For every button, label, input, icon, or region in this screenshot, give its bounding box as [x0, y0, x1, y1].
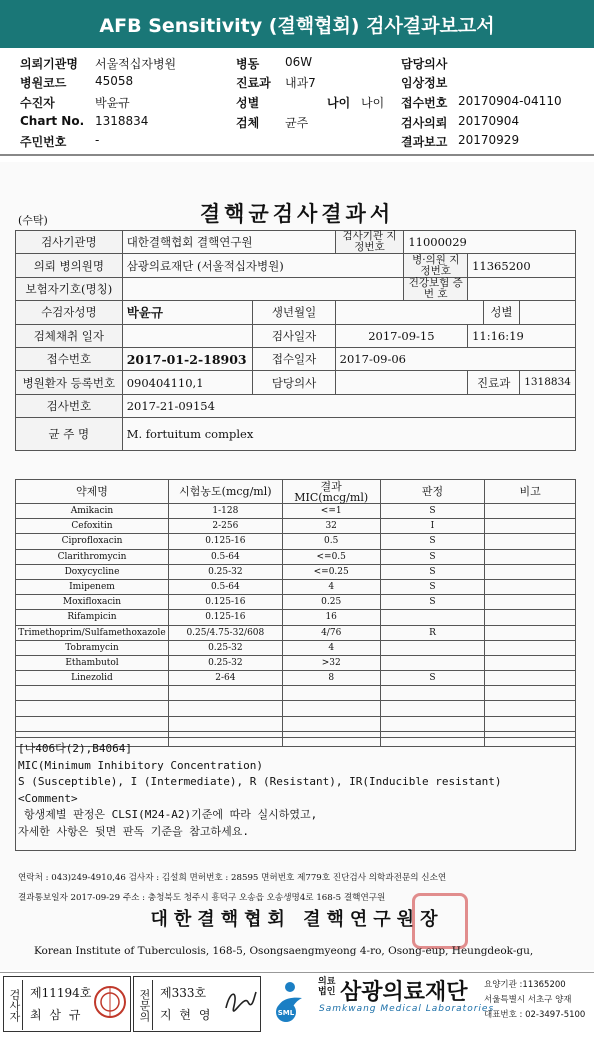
remark-line: S (Susceptible), I (Intermediate), R (Resistant), IR(Inducible resistant): [18, 775, 502, 789]
drug-remark-cell: [485, 701, 576, 716]
drug-range-cell: 2-256: [168, 519, 282, 534]
examiner-name: 최 삼 규: [30, 1008, 83, 1022]
drug-remark-cell: [485, 640, 576, 655]
drug-range-cell: [168, 716, 282, 731]
drug-name-cell: Trimethoprim/Sulfamethoxazole: [16, 625, 169, 640]
drug-mic-cell: 0.25: [282, 595, 380, 610]
drug-interp-cell: S: [380, 671, 485, 686]
table-row: [16, 595, 576, 610]
receipt-no: 2017-01-2-18903: [122, 347, 253, 370]
table-row: [16, 701, 576, 716]
doctor-value: [335, 371, 467, 394]
logo-text: SML: [277, 1009, 295, 1017]
drug-interp-cell: [380, 701, 485, 716]
drug-interp-cell: [380, 655, 485, 670]
drug-interp-cell: S: [380, 534, 485, 549]
drug-interp-cell: S: [380, 579, 485, 594]
receipt-label: 접수번호: [16, 347, 123, 370]
reg-no: 090404110,1: [122, 371, 253, 394]
drug-range-cell: 0.125-16: [168, 610, 282, 625]
drug-name-cell: Imipenem: [16, 579, 169, 594]
drug-remark-cell: [485, 564, 576, 579]
field-label: 임상정보: [401, 76, 448, 90]
table-row: [16, 564, 576, 579]
specialist-name: 지 현 영: [160, 1008, 213, 1022]
drug-interp-cell: [380, 686, 485, 701]
drug-mic-cell: 8: [282, 671, 380, 686]
hospital-name: 서울적십자병원: [95, 57, 177, 71]
drug-interp-cell: I: [380, 519, 485, 534]
drug-remark-cell: [485, 504, 576, 519]
drug-name-cell: [16, 701, 169, 716]
drug-name-cell: Tobramycin: [16, 640, 169, 655]
drug-name-cell: [16, 686, 169, 701]
org-subtitle: Samkwang Medical Laboratories: [319, 1004, 495, 1014]
remark-line: 항생제별 판정은 CLSI(M24-A2)기준에 따라 실시하였고,: [24, 808, 318, 822]
request-date: 20170904: [458, 114, 520, 128]
drug-interp-cell: [380, 610, 485, 625]
receipt-number: 20170904-04110: [458, 94, 562, 108]
field-label: 주민번호: [20, 135, 67, 149]
drug-range-cell: 0.125-16: [168, 534, 282, 549]
drug-remark-cell: [485, 549, 576, 564]
lab-no-label: 검사기관 지정번호: [335, 231, 404, 254]
report-date: 20170929: [458, 133, 520, 147]
drug-mic-cell: [282, 716, 380, 731]
field-label: Chart No.: [20, 114, 85, 128]
table-row: [16, 640, 576, 655]
test-time: 11:16:19: [468, 324, 576, 347]
doctor-label: 담당의사: [253, 371, 335, 394]
table-row: [16, 716, 576, 731]
drug-remark-cell: [485, 671, 576, 686]
drug-range-cell: 0.25-32: [168, 564, 282, 579]
drug-range-cell: 0.25-32: [168, 655, 282, 670]
drug-mic-cell: <=0.5: [282, 549, 380, 564]
age-value: 나이: [361, 96, 385, 110]
drug-interp-cell: [380, 716, 485, 731]
field-label: 수진자: [20, 96, 55, 110]
test-no-label: 검사번호: [16, 394, 123, 417]
drug-remark-cell: [485, 716, 576, 731]
drug-range-cell: 0.5-64: [168, 549, 282, 564]
health-label: 건강보험 증 번 호: [404, 277, 468, 300]
org-info-line: 요양기관 :11365200: [484, 980, 566, 990]
age-label: 나이: [327, 96, 351, 110]
birth-value: [335, 301, 483, 324]
field-label: 성별: [236, 96, 260, 110]
field-label: 병동: [236, 57, 260, 71]
remarks-box: [15, 737, 576, 851]
org-info: [484, 978, 585, 1023]
test-date-label: 검사일자: [253, 324, 335, 347]
report-title: AFB Sensitivity (결핵협회) 검사결과보고서: [0, 0, 594, 48]
org-info-line: 대표번호 : 02-3497-5100: [484, 1010, 586, 1020]
drug-name-cell: Rifampicin: [16, 610, 169, 625]
drug-name-cell: [16, 716, 169, 731]
patient-name: 박윤규: [122, 301, 253, 324]
institute-address: Korean Institute of Tuberculosis, 168-5, Osongsaengmyeong 4-ro, Osong-eup, Heungdeok-gu,: [34, 945, 534, 957]
field-label: 의뢰기관명: [20, 57, 78, 71]
table-row: [16, 504, 576, 519]
drug-name-cell: Moxifloxacin: [16, 595, 169, 610]
drug-mic-cell: >32: [282, 655, 380, 670]
drug-susceptibility-table: [15, 479, 576, 747]
org-prefix: [318, 977, 338, 997]
organism-name: M. fortuitum complex: [122, 418, 575, 451]
req-inst: 삼광의료재단 (서울적십자병원): [122, 254, 404, 277]
table-row: [16, 655, 576, 670]
sex-value: [520, 301, 576, 324]
drug-remark-cell: [485, 625, 576, 640]
req-no-label: 병·의원 지정번호: [404, 254, 468, 277]
drug-remark-cell: [485, 595, 576, 610]
table-row: [16, 534, 576, 549]
req-no: 11365200: [468, 254, 576, 277]
examiner-stamp-icon: [92, 982, 128, 1022]
collect-label: 검체채취 일자: [16, 324, 123, 347]
drug-mic-cell: 4: [282, 640, 380, 655]
drug-mic-cell: <=1: [282, 504, 380, 519]
table-row: [16, 579, 576, 594]
field-label: 진료과: [236, 76, 271, 90]
drug-name-cell: Clarithromycin: [16, 549, 169, 564]
remark-line: [나406다(2),B4064]: [18, 742, 132, 755]
field-label: 접수번호: [401, 96, 448, 110]
table-row: [16, 671, 576, 686]
drug-mic-cell: 0.5: [282, 534, 380, 549]
drug-remark-cell: [485, 534, 576, 549]
remark-line: MIC(Minimum Inhibitory Concentration): [18, 758, 264, 772]
column-header: 결과 MIC(mcg/ml): [282, 480, 380, 504]
drug-mic-cell: 32: [282, 519, 380, 534]
column-header: 비고: [485, 480, 576, 504]
collect-value: [122, 324, 253, 347]
report-date-line: 결과통보일자 2017-09-29 주소 : 충청북도 청주시 흥덕구 오송읍 오송생명4로 168-5 결핵연구원: [18, 893, 386, 903]
table-row: [16, 625, 576, 640]
column-header: 판정: [380, 480, 485, 504]
drug-name-cell: Amikacin: [16, 504, 169, 519]
drug-name-cell: Linezolid: [16, 671, 169, 686]
drug-range-cell: 2-64: [168, 671, 282, 686]
receipt-date: 2017-09-06: [335, 347, 575, 370]
insurance-value: [122, 277, 404, 300]
drug-remark-cell: [485, 655, 576, 670]
drug-interp-cell: S: [380, 504, 485, 519]
report-header: [0, 52, 594, 152]
drug-interp-cell: S: [380, 564, 485, 579]
drug-interp-cell: S: [380, 595, 485, 610]
specialist-label: 전문의: [133, 980, 153, 1030]
drug-mic-cell: <=0.25: [282, 564, 380, 579]
health-value: [468, 277, 576, 300]
drug-mic-cell: [282, 701, 380, 716]
drug-range-cell: 0.5-64: [168, 579, 282, 594]
drug-name-cell: Ethambutol: [16, 655, 169, 670]
drug-range-cell: 0.125-16: [168, 595, 282, 610]
drug-remark-cell: [485, 579, 576, 594]
drug-mic-cell: [282, 686, 380, 701]
drug-mic-cell: 4: [282, 579, 380, 594]
specimen: 균주: [285, 116, 309, 130]
chart-number: 1318834: [95, 114, 149, 128]
dept-label: 진료과: [468, 371, 520, 394]
org-info-line: 서울특별시 서초구 양재: [484, 995, 572, 1005]
document-title: 결핵균검사결과서: [199, 201, 395, 226]
field-label: 검사의뢰: [401, 116, 448, 130]
drug-remark-cell: [485, 519, 576, 534]
patient-name: 박윤규: [95, 96, 130, 110]
dept-value: 1318834: [520, 371, 576, 394]
test-no: 2017-21-09154: [122, 394, 575, 417]
hospital-code: 45058: [95, 74, 134, 88]
reg-label: 병원환자 등록번호: [16, 371, 123, 394]
divider: [0, 154, 594, 156]
drug-name-cell: Ciprofloxacin: [16, 534, 169, 549]
org-name: 삼광의료재단: [340, 980, 468, 1005]
drug-name-cell: Cefoxitin: [16, 519, 169, 534]
drug-mic-cell: 16: [282, 610, 380, 625]
department: 내과7: [285, 76, 316, 90]
req-inst-label: 의뢰 병의원명: [16, 254, 123, 277]
lab-no: 11000029: [404, 231, 576, 254]
drug-remark-cell: [485, 686, 576, 701]
receipt-date-label: 접수일자: [253, 347, 335, 370]
patient-info-table: [15, 230, 576, 451]
sex-label: 성별: [483, 301, 520, 324]
insurance-label: 보험자기호(명칭): [16, 277, 123, 300]
drug-interp-cell: R: [380, 625, 485, 640]
ward: 06W: [285, 55, 313, 69]
drug-range-cell: [168, 686, 282, 701]
examiner-license: 제11194호: [30, 986, 92, 1000]
org-prefix-text: 의료법인: [318, 977, 336, 997]
table-row: [16, 549, 576, 564]
drug-range-cell: 0.25-32: [168, 640, 282, 655]
drug-range-cell: [168, 701, 282, 716]
organism-label: 균 주 명: [16, 418, 123, 451]
contact-line: 연락처 : 043)249-4910,46 검사자 : 김설희 면허번호 : 28595 면허번호 제779호 진단검사 의학과전문의 신소연: [18, 873, 447, 883]
specialist-signature-icon: [222, 984, 258, 1018]
official-seal: [412, 893, 468, 949]
drug-interp-cell: S: [380, 549, 485, 564]
table-row: [16, 519, 576, 534]
resident-number: -: [95, 133, 100, 147]
drug-range-cell: 0.25/4.75-32/608: [168, 625, 282, 640]
birth-label: 생년월일: [253, 301, 335, 324]
drug-name-cell: Doxycycline: [16, 564, 169, 579]
specialist-license: 제333호: [160, 986, 207, 1000]
institute-name: 대한결핵협회 결핵연구원장: [150, 909, 444, 930]
field-label: 결과보고: [401, 135, 448, 149]
drug-interp-cell: [380, 640, 485, 655]
table-row: [16, 686, 576, 701]
column-header: 약제명: [16, 480, 169, 504]
field-label: 담당의사: [401, 57, 448, 71]
test-date: 2017-09-15: [335, 324, 467, 347]
header-row: [20, 55, 78, 72]
examiner-label: 검사자: [3, 980, 23, 1030]
document-tag: (수탁): [18, 214, 48, 227]
drug-remark-cell: [485, 610, 576, 625]
remark-line: 자세한 사항은 뒷면 판독 기준을 참고하세요.: [18, 824, 250, 838]
table-row: [16, 610, 576, 625]
field-label: 병원코드: [20, 76, 67, 90]
drug-mic-cell: 4/76: [282, 625, 380, 640]
sml-logo-icon: [272, 980, 306, 1024]
lab-name-label: 검사기관명: [16, 231, 123, 254]
field-label: 검체: [236, 116, 260, 130]
drug-range-cell: 1-128: [168, 504, 282, 519]
patient-label: 수검자성명: [16, 301, 123, 324]
remark-line: <Comment>: [18, 791, 78, 805]
lab-name: 대한결핵협회 결핵연구원: [122, 231, 335, 254]
column-header: 시험농도(mcg/ml): [168, 480, 282, 504]
